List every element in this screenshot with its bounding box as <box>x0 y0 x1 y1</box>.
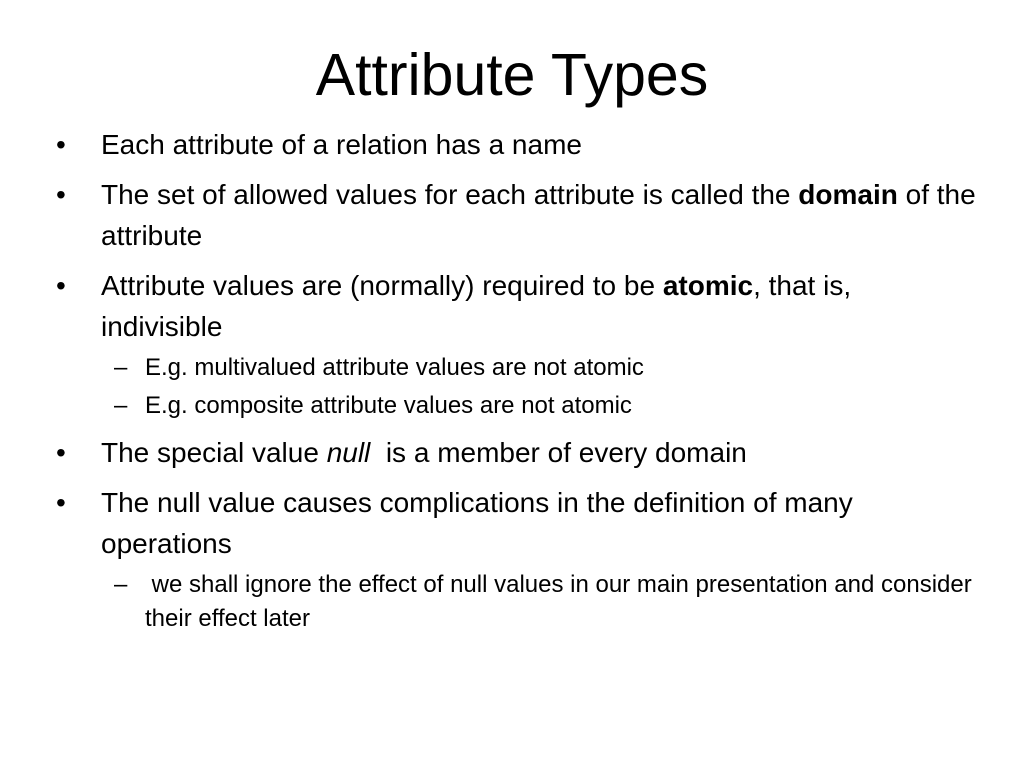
bullet-item <box>56 432 976 473</box>
bullet-bold-term: atomic <box>662 270 754 301</box>
slide-title: Attribute Types <box>315 42 709 108</box>
sub-bullet-marker: – <box>114 354 128 381</box>
bullet-item <box>56 124 976 165</box>
bullet-bold-term: domain <box>798 179 898 210</box>
sub-bullet-text: E.g. composite attribute values are not atomic <box>145 392 632 419</box>
sub-bullet-marker: – <box>114 571 128 598</box>
bullet-item <box>56 265 976 347</box>
bullet-marker: • <box>56 437 66 468</box>
bullet-marker: • <box>56 179 66 210</box>
bullet-marker: • <box>56 487 66 518</box>
sub-bullet-text: we shall ignore the effect of null values in our main presentation and consider their effect later <box>145 571 979 632</box>
bullet-marker: • <box>56 129 66 160</box>
sub-bullet-item <box>56 568 979 636</box>
bullet-text: , that is, indivisible <box>101 270 852 342</box>
bullet-text: The set of allowed values for each attribute is called the <box>101 179 799 210</box>
bullet-text: Attribute values are (normally) required to be <box>101 270 663 301</box>
sub-bullet-marker: – <box>114 392 128 419</box>
bullet-italic-term: null <box>326 437 371 468</box>
bullet-text: Each attribute of a relation has a name <box>101 129 582 160</box>
sub-bullet-item <box>56 351 976 385</box>
bullet-marker: • <box>56 270 66 301</box>
bullet-text: The special value <box>101 437 327 468</box>
sub-bullet-item <box>56 389 976 423</box>
bullet-list <box>56 124 979 636</box>
bullet-item <box>56 482 976 564</box>
bullet-text: of the attribute <box>101 179 976 251</box>
bullet-text: The null value causes complications in the definition of many operations <box>101 487 853 559</box>
sub-bullet-text: E.g. multivalued attribute values are not atomic <box>145 354 644 381</box>
bullet-text: is a member of every domain <box>370 437 747 468</box>
bullet-item <box>56 174 976 256</box>
